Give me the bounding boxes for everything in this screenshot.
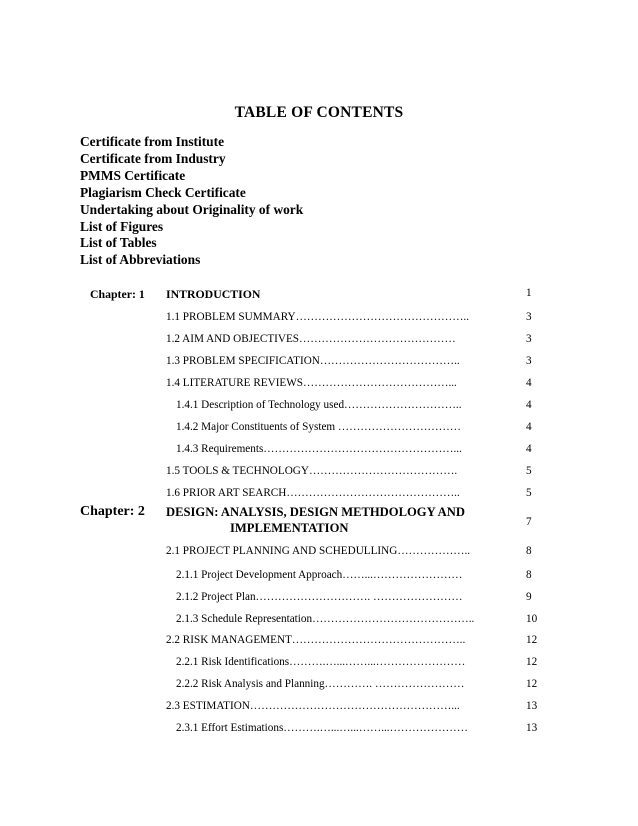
toc-page-number: 3 bbox=[526, 355, 532, 367]
toc-page-number: 4 bbox=[526, 399, 532, 411]
chapter-2-title-line-2: IMPLEMENTATION bbox=[230, 521, 349, 535]
toc-entry: 1.4.2 Major Constituents of System …………………………… bbox=[176, 421, 461, 433]
front-matter-item: List of Figures bbox=[80, 218, 164, 234]
toc-entry: 2.1.2 Project Plan…………………………. …………………… bbox=[176, 591, 463, 603]
toc-entry: 1.3 PROBLEM SPECIFICATION……………………………….. bbox=[166, 355, 460, 367]
toc-entry: 2.1 PROJECT PLANNING AND SCHEDULLING……………….. bbox=[166, 545, 471, 557]
toc-entry: 1.4 LITERATURE REVIEWS…………………………………... bbox=[166, 377, 457, 389]
toc-page-number: 5 bbox=[526, 487, 532, 499]
toc-page-number: 12 bbox=[526, 678, 538, 690]
front-matter-item: PMMS Certificate bbox=[80, 167, 186, 183]
page-title: TABLE OF CONTENTS bbox=[234, 104, 404, 121]
chapter-1-title: INTRODUCTION bbox=[166, 287, 261, 301]
toc-page-number: 3 bbox=[526, 333, 532, 345]
toc-page-number: 9 bbox=[526, 591, 532, 603]
toc-page-number: 3 bbox=[526, 311, 532, 323]
toc-entry: 2.2 RISK MANAGEMENT……………………………………….. bbox=[166, 634, 466, 646]
toc-entry: 1.4.1 Description of Technology used………………………….. bbox=[176, 399, 462, 411]
toc-page-number: 12 bbox=[526, 634, 538, 646]
chapter-2-label: Chapter: 2 bbox=[80, 504, 145, 519]
toc-entry: 1.5 TOOLS & TECHNOLOGY…………………………………. bbox=[166, 465, 458, 477]
toc-page-number: 5 bbox=[526, 465, 532, 477]
chapter-1-page: 1 bbox=[526, 287, 532, 299]
toc-entry: 2.2.2 Risk Analysis and Planning…………. …………………… bbox=[176, 678, 465, 690]
front-matter-item: Undertaking about Originality of work bbox=[80, 201, 304, 217]
toc-entry: 1.4.3 Requirements……………………………………………... bbox=[176, 443, 462, 455]
chapter-2-page: 7 bbox=[526, 516, 532, 528]
chapter-2-title-line-1: DESIGN: ANALYSIS, DESIGN METHDOLOGY AND bbox=[166, 505, 465, 519]
toc-page-number: 4 bbox=[526, 377, 532, 389]
front-matter-item: List of Tables bbox=[80, 235, 157, 251]
toc-entry: 2.1.1 Project Development Approach……...…………………… bbox=[176, 569, 463, 581]
front-matter-item: List of Abbreviations bbox=[80, 252, 201, 268]
toc-page-number: 4 bbox=[526, 421, 532, 433]
toc-entry: 2.3 ESTIMATION………………………………………………... bbox=[166, 700, 460, 712]
toc-page-number: 8 bbox=[526, 545, 532, 557]
toc-page-number: 13 bbox=[526, 700, 538, 712]
toc-page-number: 8 bbox=[526, 569, 532, 581]
front-matter-item: Certificate from Industry bbox=[80, 150, 226, 166]
toc-entry: 2.1.3 Schedule Representation…………………………………….. bbox=[176, 613, 475, 625]
toc-page-number: 4 bbox=[526, 443, 532, 455]
toc-entry: 2.3.1 Effort Estimations……….…...…...……...………………… bbox=[176, 722, 468, 734]
toc-entry: 2.2.1 Risk Identifications……….…...……...…………………… bbox=[176, 656, 466, 668]
chapter-1-label: Chapter: 1 bbox=[90, 287, 145, 301]
front-matter-item: Certificate from Institute bbox=[80, 134, 225, 149]
front-matter-list bbox=[80, 134, 303, 269]
toc-entry: 1.1 PROBLEM SUMMARY……………………………………….. bbox=[166, 311, 470, 323]
toc-entry: 1.6 PRIOR ART SEARCH……………………………………….. bbox=[166, 487, 460, 499]
front-matter-item: Plagiarism Check Certificate bbox=[80, 184, 246, 200]
toc-entry: 1.2 AIM AND OBJECTIVES…………………………………… bbox=[166, 333, 456, 345]
toc-page-number: 13 bbox=[526, 722, 538, 734]
toc-page-number: 12 bbox=[526, 656, 538, 668]
toc-page-number: 10 bbox=[526, 613, 538, 625]
chapter-2-title bbox=[166, 504, 465, 536]
